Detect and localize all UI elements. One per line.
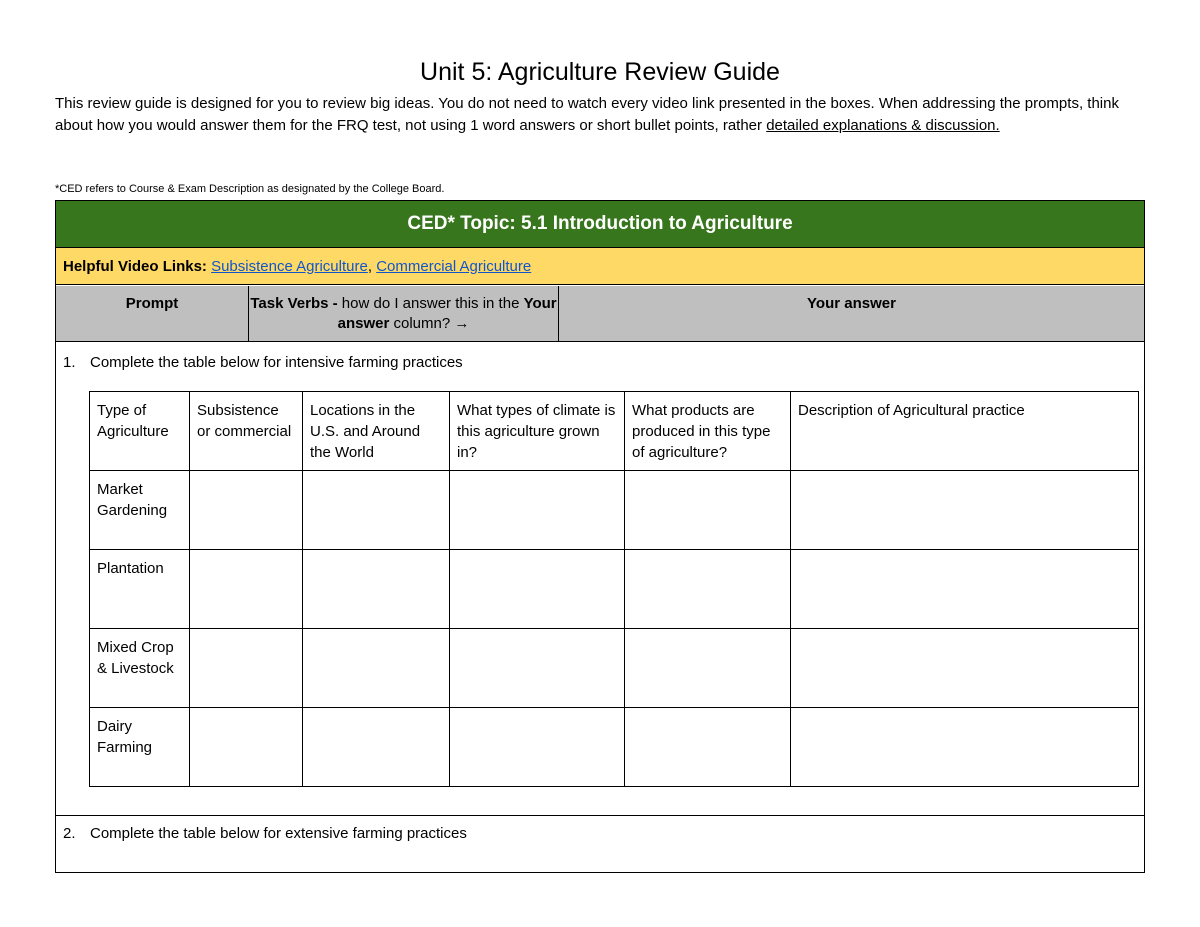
footnote: *CED refers to Course & Exam Description as designated by the College Board. — [55, 183, 445, 195]
page-title: Unit 5: Agriculture Review Guide — [420, 58, 780, 86]
prompt-2-number: 2. — [63, 825, 76, 842]
task-verbs-text1: how do I answer this in the — [337, 295, 524, 312]
table-row — [90, 708, 1139, 787]
video-links-label: Helpful Video Links: — [63, 258, 207, 275]
answer-cell[interactable] — [450, 708, 625, 787]
prompt-1-number: 1. — [63, 354, 76, 371]
prompt-1-text: Complete the table below for intensive farming practices — [90, 354, 463, 371]
answer-cell[interactable] — [450, 629, 625, 708]
column-header: What types of climate is this agriculture grown in? — [450, 392, 625, 471]
row-divider — [56, 815, 1144, 816]
commercial-agriculture-link[interactable]: Commercial Agriculture — [376, 258, 532, 275]
answer-cell[interactable] — [791, 550, 1139, 629]
answer-cell[interactable] — [625, 629, 791, 708]
table-header-row — [90, 392, 1139, 471]
answer-cell[interactable] — [625, 550, 791, 629]
answer-cell[interactable] — [450, 550, 625, 629]
answer-cell[interactable] — [303, 708, 450, 787]
task-verbs-your-answer: Your answer — [337, 295, 557, 332]
intro-paragraph — [55, 93, 1145, 137]
answer-cell[interactable] — [303, 471, 450, 550]
answer-cell[interactable] — [791, 629, 1139, 708]
intro-underlined: detailed explanations & discussion. — [766, 117, 1000, 134]
intro-text: This review guide is designed for you to review big ideas. You do not need to watch every video link presented in the boxes. When addressing the prompts, think about how you would answer them for the FRQ test, not using 1 word answers or short bullet points, rather — [55, 95, 1119, 134]
subsistence-agriculture-link[interactable]: Subsistence Agriculture — [211, 258, 368, 275]
answer-cell[interactable] — [190, 550, 303, 629]
column-header: Subsistence or commercial — [190, 392, 303, 471]
table-row — [90, 550, 1139, 629]
row-label: Market Gardening — [90, 471, 190, 550]
answer-cell[interactable] — [625, 708, 791, 787]
answer-cell[interactable] — [303, 629, 450, 708]
answer-cell[interactable] — [791, 708, 1139, 787]
column-header: Type of Agriculture — [90, 392, 190, 471]
header-task-verbs — [249, 286, 559, 342]
topic-heading: CED* Topic: 5.1 Introduction to Agriculture — [56, 201, 1144, 248]
answer-cell[interactable] — [190, 708, 303, 787]
answer-cell[interactable] — [303, 550, 450, 629]
answer-cell[interactable] — [190, 629, 303, 708]
prompt-1 — [63, 353, 463, 373]
prompt-2-text: Complete the table below for extensive farming practices — [90, 825, 467, 842]
task-verbs-label: Task Verbs - — [250, 295, 338, 312]
header-your-answer: Your answer — [559, 286, 1144, 342]
table-row — [90, 471, 1139, 550]
header-prompt: Prompt — [56, 286, 249, 342]
intensive-farming-table — [89, 391, 1139, 787]
column-header: Description of Agricultural practice — [791, 392, 1139, 471]
table-row — [90, 629, 1139, 708]
prompt-2 — [63, 824, 467, 844]
answer-cell[interactable] — [625, 471, 791, 550]
answer-cell[interactable] — [190, 471, 303, 550]
video-links-row — [56, 248, 1144, 285]
row-label: Plantation — [90, 550, 190, 629]
column-header: Locations in the U.S. and Around the World — [303, 392, 450, 471]
answer-cell[interactable] — [450, 471, 625, 550]
review-table — [55, 200, 1145, 873]
column-header: What products are produced in this type of agriculture? — [625, 392, 791, 471]
link-separator: , — [367, 258, 373, 275]
answer-cell[interactable] — [791, 471, 1139, 550]
row-label: Mixed Crop & Livestock — [90, 629, 190, 708]
row-label: Dairy Farming — [90, 708, 190, 787]
task-verbs-text2: column? → — [389, 315, 470, 332]
